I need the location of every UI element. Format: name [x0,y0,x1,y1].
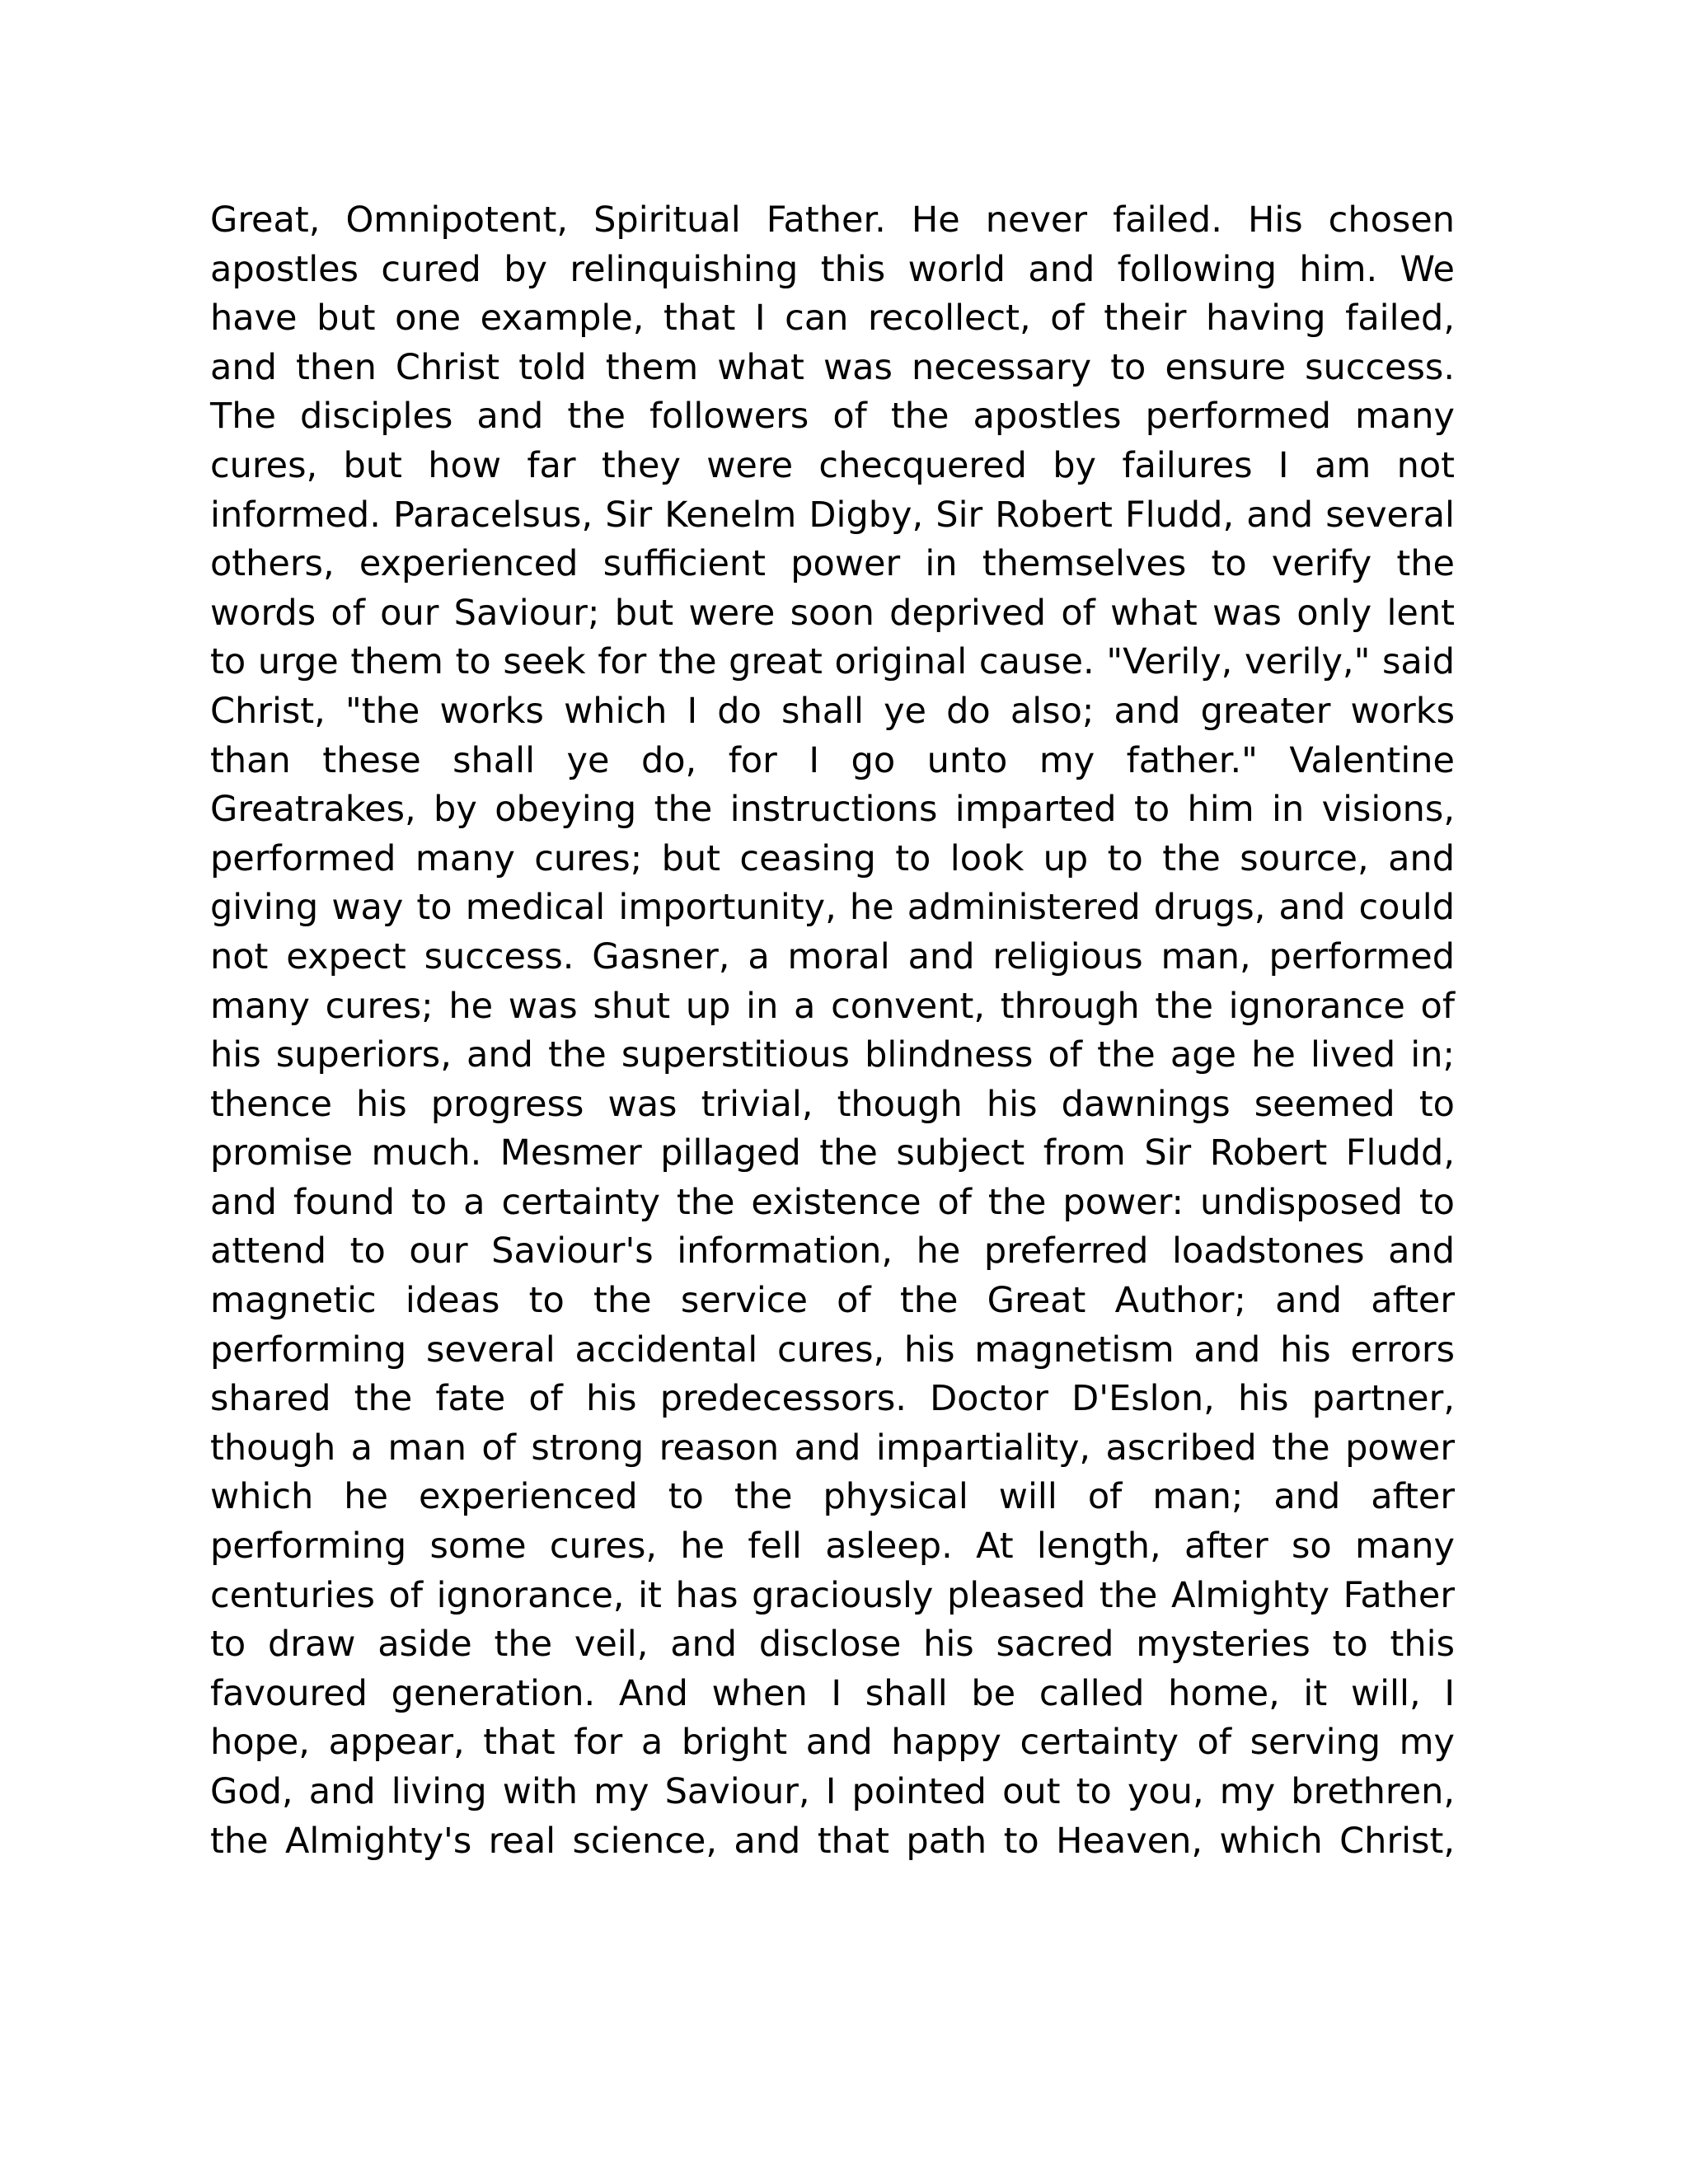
text-line: magnetic ideas to the service of the Great Author; and after [210,1280,1455,1322]
text-line: hope, appear, that for a bright and happy certainty of serving my [210,1722,1455,1764]
text-line: not expect success. Gasner, a moral and religious man, performed [210,935,1455,977]
text-line: Great, Omnipotent, Spiritual Father. He never failed. His chosen [210,199,1455,241]
text-line: The disciples and the followers of the apostles performed many [210,396,1455,438]
text-line: have but one example, that I can recollect, of their having failed, [210,298,1455,340]
text-line: performing some cures, he fell asleep. At length, after so many [210,1526,1455,1568]
text-line: informed. Paracelsus, Sir Kenelm Digby, Sir Robert Fludd, and several [210,494,1455,536]
text-line: shared the fate of his predecessors. Doctor D'Eslon, his partner, [210,1378,1455,1420]
text-line: God, and living with my Saviour, I pointed out to you, my brethren, [210,1771,1455,1812]
text-line: his superiors, and the superstitious blindness of the age he lived in; [210,1034,1455,1076]
text-line: performed many cures; but ceasing to look up to the source, and [210,837,1455,879]
text-line: and then Christ told them what was necessary to ensure success. [210,346,1455,388]
text-line: which he experienced to the physical will of man; and after [210,1476,1455,1518]
text-line: attend to our Saviour's information, he preferred loadstones and [210,1230,1455,1272]
text-line: to urge them to seek for the great original cause. "Verily, verily," said [210,641,1455,683]
text-line: cures, but how far they were checquered by failures I am not [210,444,1455,486]
text-line: Christ, "the works which I do shall ye do also; and greater works [210,690,1455,732]
text-line: others, experienced sufficient power in themselves to verify the [210,543,1455,585]
text-line: centuries of ignorance, it has graciously pleased the Almighty Father [210,1574,1455,1616]
text-line: to draw aside the veil, and disclose his sacred mysteries to this [210,1624,1455,1666]
text-line: giving way to medical importunity, he administered drugs, and could [210,887,1455,929]
text-line: thence his progress was trivial, though his dawnings seemed to [210,1083,1455,1125]
text-line: words of our Saviour; but were soon deprived of what was only lent [210,592,1455,634]
body-text [210,196,1455,1866]
text-line: Greatrakes, by obeying the instructions imparted to him in visions, [210,789,1455,831]
text-line: though a man of strong reason and impartiality, ascribed the power [210,1427,1455,1469]
text-line: the Almighty's real science, and that path to Heaven, which Christ, [210,1820,1455,1862]
text-line: than these shall ye do, for I go unto my father." Valentine [210,739,1455,781]
text-line: performing several accidental cures, his magnetism and his errors [210,1329,1455,1371]
text-line: many cures; he was shut up in a convent, through the ignorance of [210,985,1455,1027]
text-line: and found to a certainty the existence of the power: undisposed to [210,1181,1455,1223]
text-line: promise much. Mesmer pillaged the subject from Sir Robert Fludd, [210,1132,1455,1174]
text-line: favoured generation. And when I shall be called home, it will, I [210,1672,1455,1714]
text-line: apostles cured by relinquishing this world and following him. We [210,248,1455,290]
